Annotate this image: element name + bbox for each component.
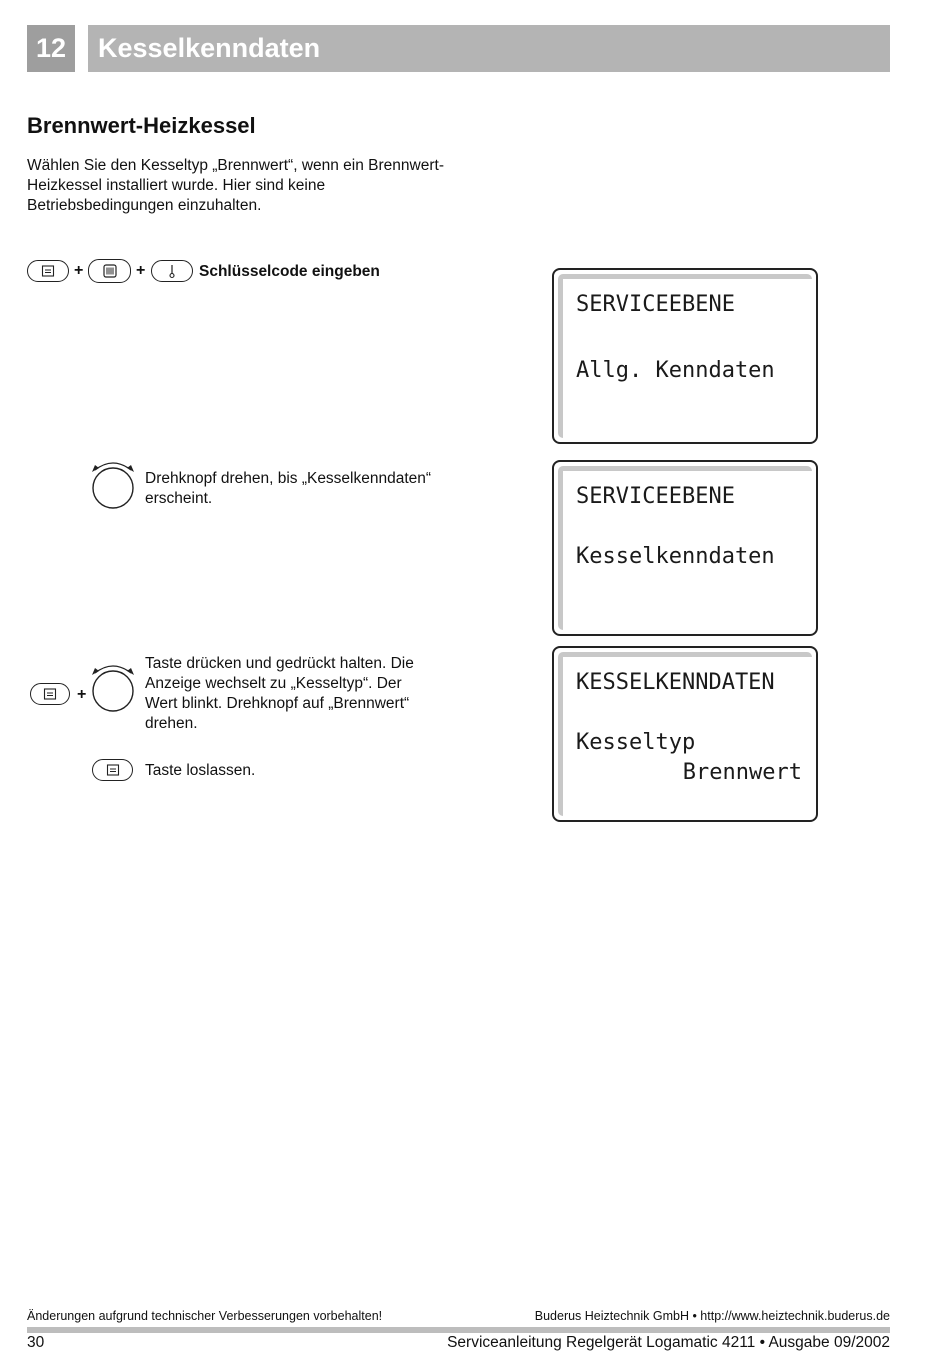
lcd-display (552, 268, 818, 444)
step2-text: Drehknopf drehen, bis „Kesselkenndaten“ erscheint. (145, 470, 432, 507)
step4-text: Taste loslassen. (145, 762, 256, 779)
rotary-knob-icon (89, 661, 137, 713)
step1-text: Schlüsselcode eingeben (199, 263, 380, 280)
intro-paragraph: Wählen Sie den Kesseltyp „Brennwert“, wenn ein Brennwert-Heizkessel installiert wurde. Hier sind keine Betriebsbedingungen einzuhalten. (27, 157, 444, 214)
thermometer-icon (166, 263, 178, 279)
lcd-line-2: Kesseltyp (576, 730, 696, 755)
step3-text: Taste drücken und gedrückt halten. Die Anzeige wechselt zu „Kesseltyp“. Der Wert blinkt. Drehknopf auf „Brennwert“ drehen. (145, 655, 414, 732)
display-key (88, 259, 131, 283)
menu-key-icon (43, 688, 57, 701)
lcd-line-3: Brennwert (682, 760, 802, 785)
temperature-key (151, 260, 193, 282)
menu-key (27, 260, 69, 282)
page-number: 30 (27, 1334, 45, 1351)
lcd-line-2: Kesselkenndaten (576, 544, 775, 569)
menu-key-icon (41, 265, 55, 278)
chapter-number: 12 (27, 25, 75, 72)
footer-divider (27, 1327, 890, 1333)
lcd-line-2: Allg. Kenndaten (576, 358, 775, 383)
plus-sign: + (74, 262, 84, 279)
document-title: Serviceanleitung Regelgerät Logamatic 4211 • Ausgabe 09/2002 (447, 1334, 890, 1351)
menu-key (30, 683, 70, 705)
plus-sign: + (77, 686, 87, 703)
lcd-display (552, 646, 818, 822)
lcd-line-1: SERVICEEBENE (576, 484, 735, 509)
plus-sign: + (136, 262, 146, 279)
menu-key (92, 759, 133, 781)
chapter-title: Kesselkenndaten (88, 25, 890, 72)
menu-key-icon (106, 764, 120, 777)
lcd-line-1: KESSELKENNDATEN (576, 670, 775, 695)
footer-company: Buderus Heiztechnik GmbH • http://www.heiztechnik.buderus.de (534, 1309, 890, 1323)
display-key-icon (102, 263, 118, 279)
lcd-line-1: SERVICEEBENE (576, 292, 735, 317)
lcd-display (552, 460, 818, 636)
rotary-knob-icon (89, 458, 137, 510)
section-heading: Brennwert-Heizkessel (27, 113, 256, 138)
footer-notice: Änderungen aufgrund technischer Verbesserungen vorbehalten! (27, 1309, 383, 1323)
